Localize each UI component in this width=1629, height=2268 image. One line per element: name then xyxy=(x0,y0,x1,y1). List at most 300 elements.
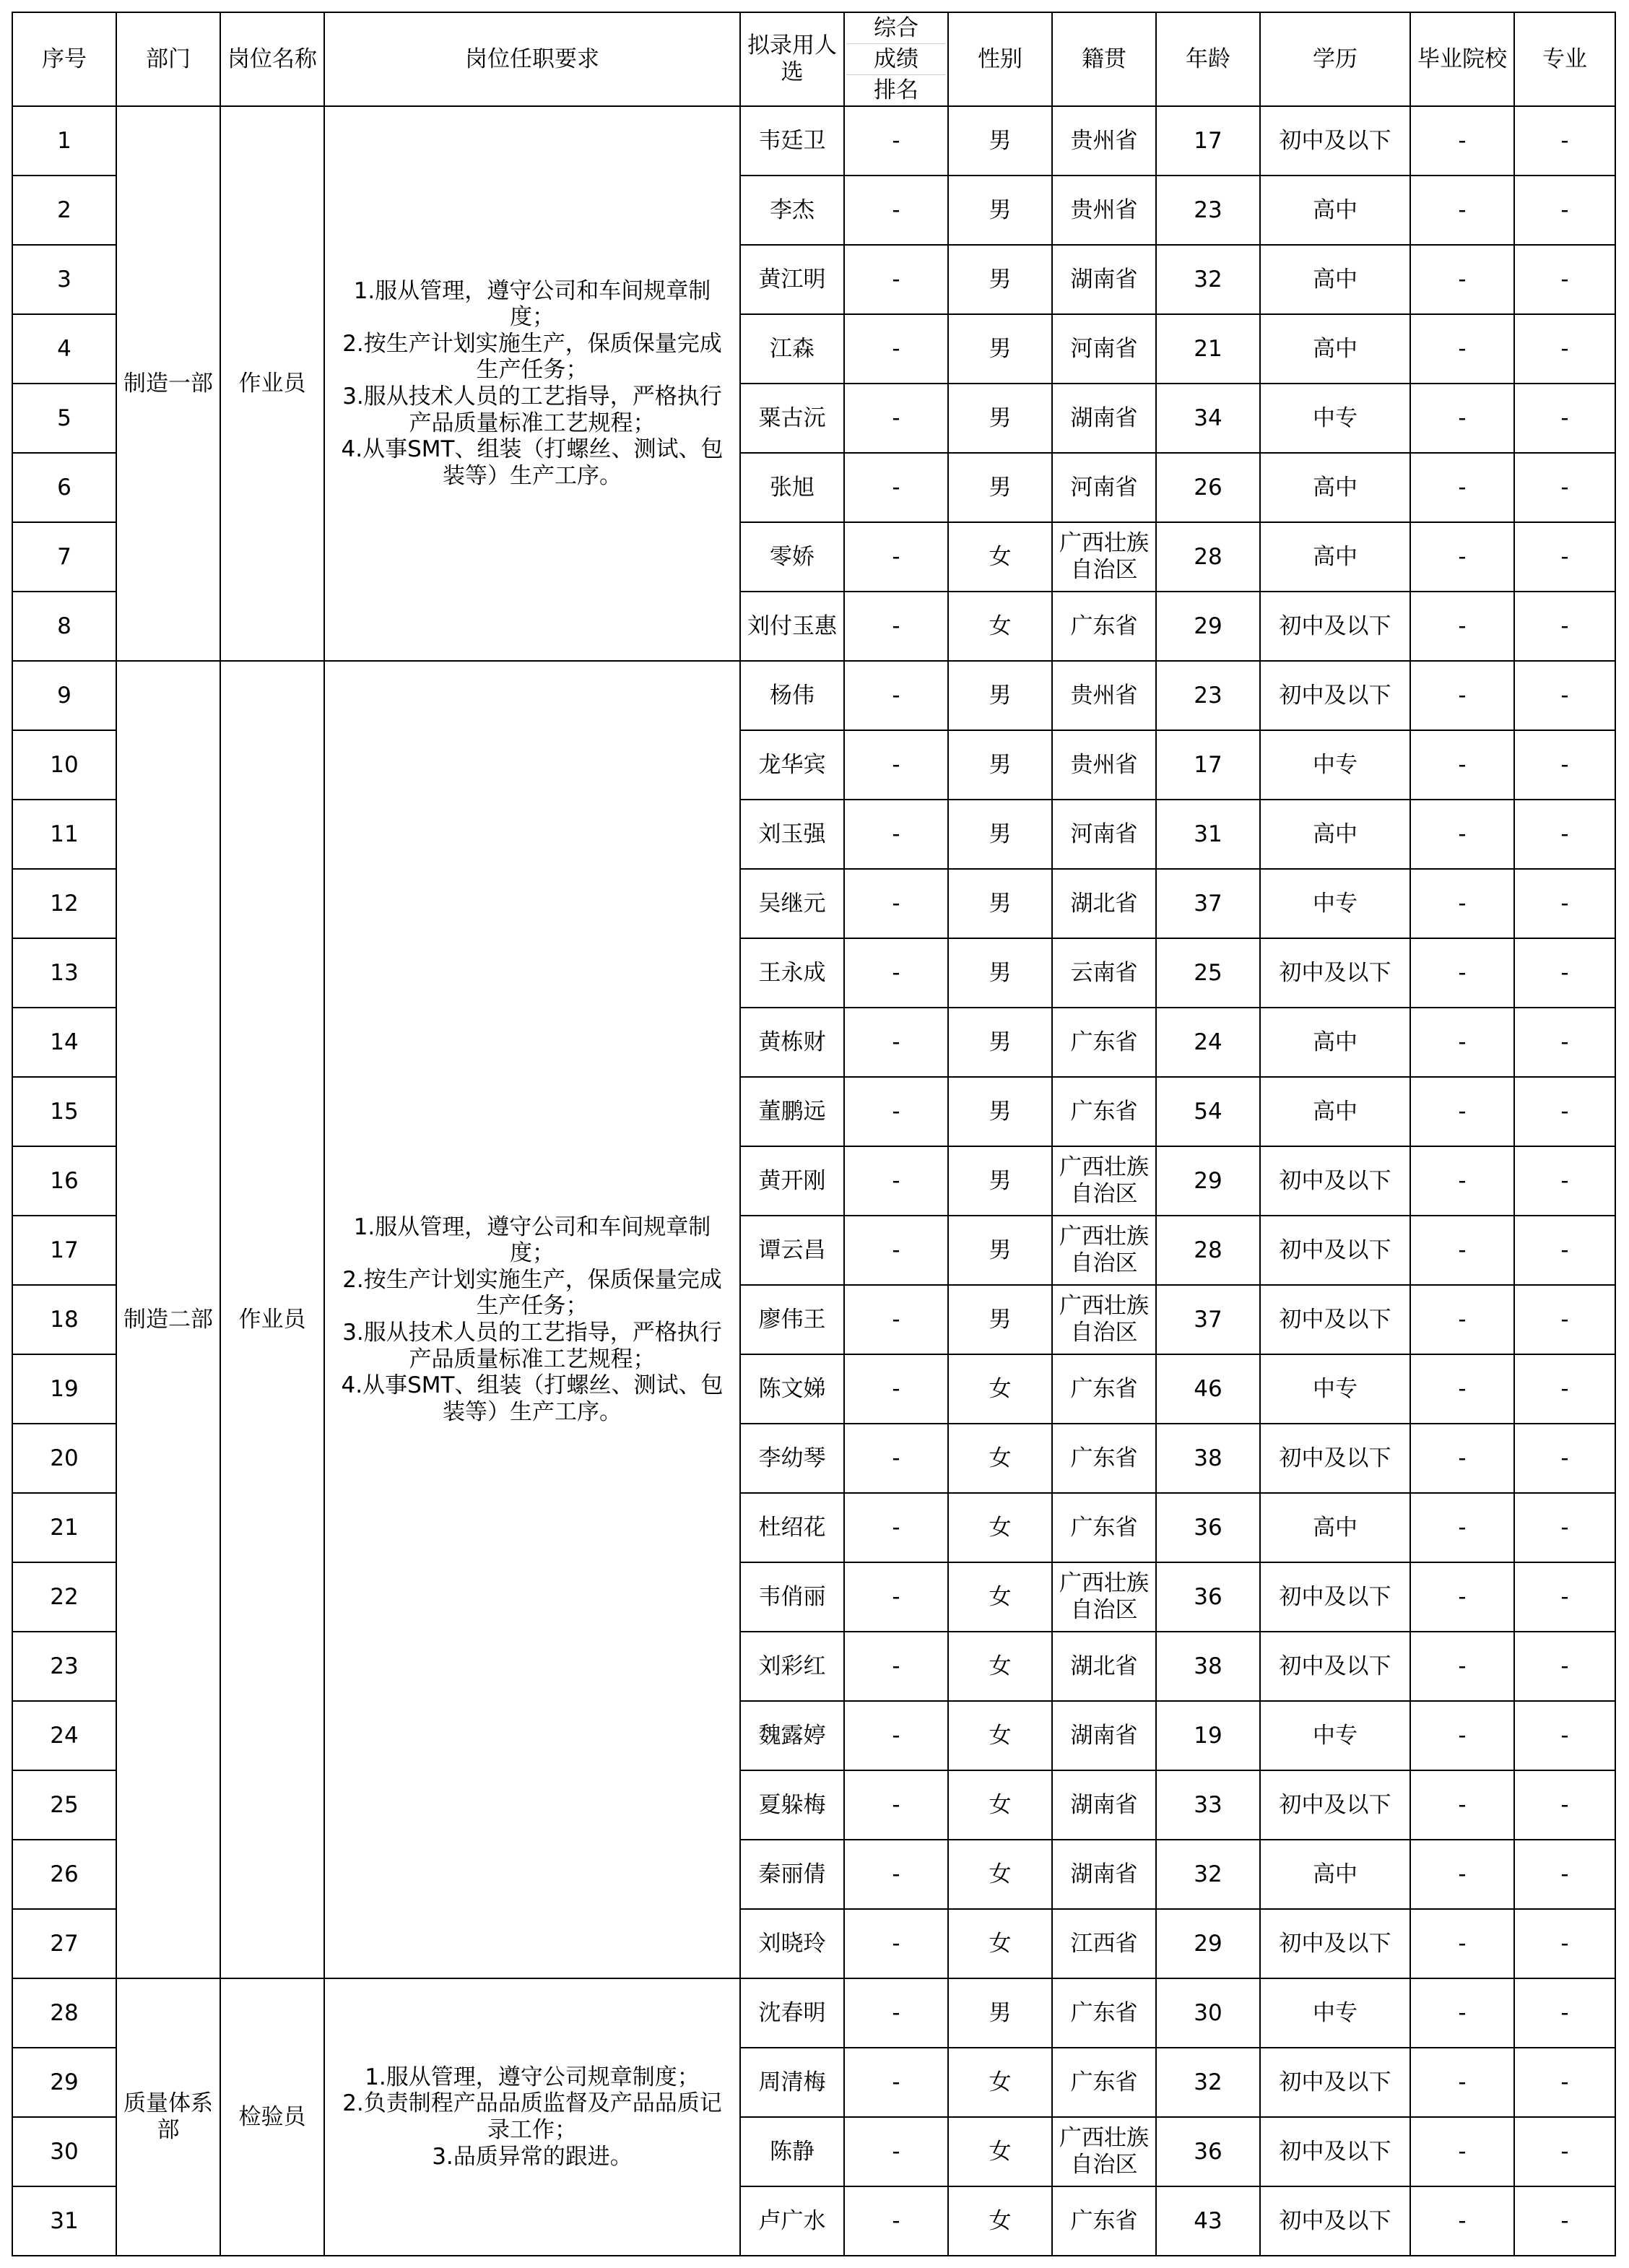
score-rank-cell: - xyxy=(844,1978,948,2048)
gender-cell: 女 xyxy=(948,1840,1052,1909)
gender-cell: 女 xyxy=(948,1701,1052,1770)
education-cell: 初中及以下 xyxy=(1260,1562,1410,1632)
origin-cell: 湖北省 xyxy=(1052,1632,1156,1701)
origin-cell: 广东省 xyxy=(1052,1493,1156,1562)
education-cell: 高中 xyxy=(1260,522,1410,592)
header-origin: 籍贯 xyxy=(1052,12,1156,106)
row-index: 18 xyxy=(12,1285,116,1354)
major-cell: - xyxy=(1514,2117,1615,2186)
candidate-name: 王永成 xyxy=(740,938,844,1008)
gender-cell: 女 xyxy=(948,1493,1052,1562)
requirements-cell xyxy=(324,661,740,1978)
school-cell: - xyxy=(1410,1978,1514,2048)
row-index: 6 xyxy=(12,453,116,522)
row-index: 3 xyxy=(12,245,116,314)
score-rank-cell: - xyxy=(844,2048,948,2117)
gender-cell: 男 xyxy=(948,869,1052,938)
major-cell: - xyxy=(1514,106,1615,176)
candidate-name: 韦廷卫 xyxy=(740,106,844,176)
major-cell: - xyxy=(1514,592,1615,661)
age-cell: 37 xyxy=(1156,1285,1260,1354)
row-index: 22 xyxy=(12,1562,116,1632)
row-index: 10 xyxy=(12,730,116,800)
major-cell: - xyxy=(1514,176,1615,245)
candidate-name: 李杰 xyxy=(740,176,844,245)
candidate-name: 周清梅 xyxy=(740,2048,844,2117)
education-cell: 高中 xyxy=(1260,800,1410,869)
school-cell: - xyxy=(1410,1770,1514,1840)
age-cell: 23 xyxy=(1156,176,1260,245)
requirement-line: 4.从事SMT、组装（打螺丝、测试、包 xyxy=(341,436,724,463)
header-row xyxy=(12,12,1615,106)
school-cell: - xyxy=(1410,1493,1514,1562)
major-cell: - xyxy=(1514,522,1615,592)
school-cell: - xyxy=(1410,384,1514,453)
candidate-name: 廖伟王 xyxy=(740,1285,844,1354)
candidate-name: 杜绍花 xyxy=(740,1493,844,1562)
score-rank-cell: - xyxy=(844,1146,948,1216)
school-cell: - xyxy=(1410,1701,1514,1770)
education-cell: 中专 xyxy=(1260,869,1410,938)
school-cell: - xyxy=(1410,2186,1514,2256)
requirement-line: 度； xyxy=(510,1240,555,1267)
candidate-name: 江森 xyxy=(740,314,844,384)
candidate-name: 粟古沅 xyxy=(740,384,844,453)
score-rank-cell: - xyxy=(844,453,948,522)
score-rank-cell: - xyxy=(844,1493,948,1562)
major-cell: - xyxy=(1514,938,1615,1008)
row-index: 2 xyxy=(12,176,116,245)
score-rank-cell: - xyxy=(844,1770,948,1840)
row-index: 24 xyxy=(12,1701,116,1770)
requirement-line: 生产任务； xyxy=(476,1293,588,1320)
table-row xyxy=(12,661,1615,730)
age-cell: 32 xyxy=(1156,2048,1260,2117)
school-cell: - xyxy=(1410,1840,1514,1909)
major-cell: - xyxy=(1514,1701,1615,1770)
education-cell: 高中 xyxy=(1260,1840,1410,1909)
requirement-line: 装等）生产工序。 xyxy=(443,1398,622,1425)
education-cell: 高中 xyxy=(1260,453,1410,522)
school-cell: - xyxy=(1410,1909,1514,1978)
major-cell: - xyxy=(1514,1632,1615,1701)
school-cell: - xyxy=(1410,592,1514,661)
row-index: 5 xyxy=(12,384,116,453)
row-index: 12 xyxy=(12,869,116,938)
score-rank-cell: - xyxy=(844,1562,948,1632)
row-index: 9 xyxy=(12,661,116,730)
school-cell: - xyxy=(1410,800,1514,869)
candidate-name: 陈静 xyxy=(740,2117,844,2186)
row-index: 31 xyxy=(12,2186,116,2256)
age-cell: 36 xyxy=(1156,2117,1260,2186)
origin-cell: 湖北省 xyxy=(1052,869,1156,938)
table-row xyxy=(12,106,1615,176)
row-index: 25 xyxy=(12,1770,116,1840)
candidate-name: 杨伟 xyxy=(740,661,844,730)
origin-cell xyxy=(1052,522,1156,592)
school-cell: - xyxy=(1410,1424,1514,1493)
age-cell: 32 xyxy=(1156,245,1260,314)
roster-body xyxy=(12,106,1615,2256)
candidate-name: 零娇 xyxy=(740,522,844,592)
origin-line: 广西壮族 xyxy=(1059,1154,1149,1181)
education-cell: 中专 xyxy=(1260,384,1410,453)
gender-cell: 男 xyxy=(948,176,1052,245)
row-index: 15 xyxy=(12,1077,116,1146)
score-rank-cell: - xyxy=(844,1216,948,1285)
school-cell: - xyxy=(1410,869,1514,938)
school-cell: - xyxy=(1410,1354,1514,1424)
requirement-line: 生产任务； xyxy=(476,357,588,384)
score-rank-cell: - xyxy=(844,1354,948,1424)
gender-cell: 女 xyxy=(948,522,1052,592)
requirement-line: 2.按生产计划实施生产，保质保量完成 xyxy=(342,330,722,357)
header-education: 学历 xyxy=(1260,12,1410,106)
age-cell: 21 xyxy=(1156,314,1260,384)
school-cell: - xyxy=(1410,1632,1514,1701)
education-cell: 初中及以下 xyxy=(1260,661,1410,730)
origin-cell: 广东省 xyxy=(1052,592,1156,661)
major-cell: - xyxy=(1514,2186,1615,2256)
candidate-name: 刘付玉惠 xyxy=(740,592,844,661)
row-index: 4 xyxy=(12,314,116,384)
major-cell: - xyxy=(1514,1840,1615,1909)
department-cell: 制造二部 xyxy=(116,661,220,1978)
candidate-name: 黄江明 xyxy=(740,245,844,314)
major-cell: - xyxy=(1514,1354,1615,1424)
origin-line: 自治区 xyxy=(1070,1597,1138,1623)
origin-cell: 贵州省 xyxy=(1052,730,1156,800)
gender-cell: 男 xyxy=(948,384,1052,453)
header-requirements: 岗位任职要求 xyxy=(324,12,740,106)
candidate-name: 李幼琴 xyxy=(740,1424,844,1493)
major-cell: - xyxy=(1514,1770,1615,1840)
education-cell: 高中 xyxy=(1260,1493,1410,1562)
candidate-name: 陈文娣 xyxy=(740,1354,844,1424)
requirement-line: 3.服从技术人员的工艺指导，严格执行 xyxy=(342,1320,722,1346)
row-index: 29 xyxy=(12,2048,116,2117)
score-rank-cell: - xyxy=(844,106,948,176)
hiring-roster-table xyxy=(12,12,1616,2256)
age-cell: 36 xyxy=(1156,1493,1260,1562)
education-cell: 初中及以下 xyxy=(1260,2048,1410,2117)
age-cell: 29 xyxy=(1156,1909,1260,1978)
school-cell: - xyxy=(1410,1077,1514,1146)
score-rank-cell: - xyxy=(844,1840,948,1909)
row-index: 23 xyxy=(12,1632,116,1701)
education-cell: 初中及以下 xyxy=(1260,2186,1410,2256)
header-score-rank-line: 排名 xyxy=(874,77,918,103)
requirement-line: 装等）生产工序。 xyxy=(443,462,622,489)
table-row xyxy=(12,1978,1615,2048)
gender-cell: 女 xyxy=(948,1424,1052,1493)
row-index: 19 xyxy=(12,1354,116,1424)
major-cell: - xyxy=(1514,1424,1615,1493)
score-rank-cell: - xyxy=(844,1632,948,1701)
gender-cell: 女 xyxy=(948,1770,1052,1840)
score-rank-cell: - xyxy=(844,869,948,938)
origin-line: 广西壮族 xyxy=(1059,2125,1149,2152)
row-index: 30 xyxy=(12,2117,116,2186)
origin-line: 自治区 xyxy=(1070,1250,1138,1276)
row-index: 7 xyxy=(12,522,116,592)
origin-cell xyxy=(1052,1562,1156,1632)
age-cell: 24 xyxy=(1156,1008,1260,1077)
candidate-name: 董鹏远 xyxy=(740,1077,844,1146)
score-rank-cell: - xyxy=(844,661,948,730)
gender-cell: 男 xyxy=(948,1008,1052,1077)
header-gender: 性别 xyxy=(948,12,1052,106)
education-cell: 初中及以下 xyxy=(1260,592,1410,661)
candidate-name: 卢广水 xyxy=(740,2186,844,2256)
age-cell: 54 xyxy=(1156,1077,1260,1146)
row-index: 20 xyxy=(12,1424,116,1493)
major-cell: - xyxy=(1514,2048,1615,2117)
candidate-name: 龙华宾 xyxy=(740,730,844,800)
major-cell: - xyxy=(1514,384,1615,453)
major-cell: - xyxy=(1514,1008,1615,1077)
candidate-name: 黄栋财 xyxy=(740,1008,844,1077)
age-cell: 25 xyxy=(1156,938,1260,1008)
age-cell: 46 xyxy=(1156,1354,1260,1424)
candidate-name: 魏露婷 xyxy=(740,1701,844,1770)
row-index: 8 xyxy=(12,592,116,661)
requirement-line: 1.服从管理，遵守公司规章制度； xyxy=(365,2064,700,2090)
origin-line: 广西壮族 xyxy=(1059,1570,1149,1597)
school-cell: - xyxy=(1410,453,1514,522)
school-cell: - xyxy=(1410,2117,1514,2186)
candidate-name: 吴继元 xyxy=(740,869,844,938)
row-index: 13 xyxy=(12,938,116,1008)
candidate-name: 黄开刚 xyxy=(740,1146,844,1216)
candidate-name: 沈春明 xyxy=(740,1978,844,2048)
origin-cell: 广东省 xyxy=(1052,1424,1156,1493)
origin-cell: 贵州省 xyxy=(1052,176,1156,245)
gender-cell: 男 xyxy=(948,730,1052,800)
major-cell: - xyxy=(1514,1077,1615,1146)
school-cell: - xyxy=(1410,106,1514,176)
major-cell: - xyxy=(1514,661,1615,730)
header-department: 部门 xyxy=(116,12,220,106)
origin-cell xyxy=(1052,1146,1156,1216)
age-cell: 31 xyxy=(1156,800,1260,869)
school-cell: - xyxy=(1410,1216,1514,1285)
origin-line: 广西壮族 xyxy=(1059,1293,1149,1320)
row-index: 26 xyxy=(12,1840,116,1909)
origin-cell xyxy=(1052,1216,1156,1285)
origin-cell: 广东省 xyxy=(1052,2186,1156,2256)
row-index: 11 xyxy=(12,800,116,869)
age-cell: 37 xyxy=(1156,869,1260,938)
score-rank-cell: - xyxy=(844,592,948,661)
requirement-line: 2.负责制程产品品质监督及产品品质记 xyxy=(342,2090,722,2117)
requirement-line: 录工作； xyxy=(487,2117,577,2143)
major-cell: - xyxy=(1514,1562,1615,1632)
gender-cell: 女 xyxy=(948,2117,1052,2186)
candidate-name: 刘彩红 xyxy=(740,1632,844,1701)
origin-cell: 广东省 xyxy=(1052,1978,1156,2048)
candidate-name: 张旭 xyxy=(740,453,844,522)
education-cell: 高中 xyxy=(1260,1008,1410,1077)
origin-cell: 湖南省 xyxy=(1052,245,1156,314)
header-position: 岗位名称 xyxy=(220,12,324,106)
major-cell: - xyxy=(1514,730,1615,800)
school-cell: - xyxy=(1410,522,1514,592)
major-cell: - xyxy=(1514,869,1615,938)
position-cell: 检验员 xyxy=(220,1978,324,2256)
department-cell xyxy=(116,1978,220,2256)
gender-cell: 男 xyxy=(948,661,1052,730)
gender-cell: 男 xyxy=(948,1285,1052,1354)
header-candidate: 拟录用人选 xyxy=(740,12,844,106)
origin-cell: 广东省 xyxy=(1052,2048,1156,2117)
school-cell: - xyxy=(1410,1285,1514,1354)
school-cell: - xyxy=(1410,661,1514,730)
origin-cell: 湖南省 xyxy=(1052,1701,1156,1770)
row-index: 28 xyxy=(12,1978,116,2048)
education-cell: 初中及以下 xyxy=(1260,1146,1410,1216)
gender-cell: 男 xyxy=(948,800,1052,869)
school-cell: - xyxy=(1410,938,1514,1008)
school-cell: - xyxy=(1410,176,1514,245)
requirement-line: 1.服从管理，遵守公司和车间规章制 xyxy=(353,1213,711,1240)
education-cell: 初中及以下 xyxy=(1260,1909,1410,1978)
header-age: 年龄 xyxy=(1156,12,1260,106)
origin-line: 自治区 xyxy=(1070,2152,1138,2178)
row-index: 1 xyxy=(12,106,116,176)
age-cell: 17 xyxy=(1156,730,1260,800)
header-score-rank-line: 成绩 xyxy=(846,44,946,75)
department-line: 质量体系 xyxy=(123,2090,213,2117)
gender-cell: 女 xyxy=(948,1909,1052,1978)
gender-cell: 男 xyxy=(948,314,1052,384)
score-rank-cell: - xyxy=(844,1424,948,1493)
gender-cell: 男 xyxy=(948,1978,1052,2048)
age-cell: 33 xyxy=(1156,1770,1260,1840)
education-cell: 初中及以下 xyxy=(1260,938,1410,1008)
requirement-line: 2.按生产计划实施生产，保质保量完成 xyxy=(342,1266,722,1293)
education-cell: 中专 xyxy=(1260,1354,1410,1424)
education-cell: 初中及以下 xyxy=(1260,1424,1410,1493)
department-cell: 制造一部 xyxy=(116,106,220,661)
origin-cell: 湖南省 xyxy=(1052,1840,1156,1909)
school-cell: - xyxy=(1410,2048,1514,2117)
education-cell: 中专 xyxy=(1260,1978,1410,2048)
score-rank-cell: - xyxy=(844,938,948,1008)
requirements-cell xyxy=(324,106,740,661)
position-cell: 作业员 xyxy=(220,661,324,1978)
score-rank-cell: - xyxy=(844,1077,948,1146)
major-cell: - xyxy=(1514,314,1615,384)
requirement-line: 3.服从技术人员的工艺指导，严格执行 xyxy=(342,384,722,410)
requirement-line: 1.服从管理，遵守公司和车间规章制 xyxy=(353,277,711,304)
origin-cell: 广东省 xyxy=(1052,1077,1156,1146)
score-rank-cell: - xyxy=(844,314,948,384)
origin-cell xyxy=(1052,1285,1156,1354)
age-cell: 23 xyxy=(1156,661,1260,730)
origin-cell: 贵州省 xyxy=(1052,661,1156,730)
school-cell: - xyxy=(1410,730,1514,800)
candidate-name: 夏躲梅 xyxy=(740,1770,844,1840)
score-rank-cell: - xyxy=(844,384,948,453)
age-cell: 19 xyxy=(1156,1701,1260,1770)
gender-cell: 男 xyxy=(948,245,1052,314)
header-major: 专业 xyxy=(1514,12,1615,106)
major-cell: - xyxy=(1514,1146,1615,1216)
requirement-line: 度； xyxy=(510,304,555,331)
header-index: 序号 xyxy=(12,12,116,106)
education-cell: 高中 xyxy=(1260,245,1410,314)
education-cell: 初中及以下 xyxy=(1260,2117,1410,2186)
gender-cell: 女 xyxy=(948,2186,1052,2256)
origin-cell: 河南省 xyxy=(1052,800,1156,869)
origin-cell: 湖南省 xyxy=(1052,384,1156,453)
origin-line: 自治区 xyxy=(1070,1181,1138,1207)
requirement-line: 产品质量标准工艺规程； xyxy=(409,410,656,436)
candidate-name: 刘晓玲 xyxy=(740,1909,844,1978)
age-cell: 43 xyxy=(1156,2186,1260,2256)
origin-cell: 河南省 xyxy=(1052,453,1156,522)
row-index: 27 xyxy=(12,1909,116,1978)
major-cell: - xyxy=(1514,1978,1615,2048)
education-cell: 中专 xyxy=(1260,1701,1410,1770)
education-cell: 初中及以下 xyxy=(1260,1770,1410,1840)
requirement-line: 产品质量标准工艺规程； xyxy=(409,1346,656,1372)
education-cell: 高中 xyxy=(1260,176,1410,245)
score-rank-cell: - xyxy=(844,800,948,869)
major-cell: - xyxy=(1514,1285,1615,1354)
score-rank-cell: - xyxy=(844,1909,948,1978)
score-rank-cell: - xyxy=(844,176,948,245)
requirement-line: 3.品质异常的跟进。 xyxy=(432,2143,633,2170)
score-rank-cell: - xyxy=(844,730,948,800)
education-cell: 高中 xyxy=(1260,1077,1410,1146)
gender-cell: 女 xyxy=(948,1632,1052,1701)
department-line: 部 xyxy=(157,2117,180,2143)
age-cell: 28 xyxy=(1156,522,1260,592)
major-cell: - xyxy=(1514,1493,1615,1562)
origin-cell: 广东省 xyxy=(1052,1354,1156,1424)
score-rank-cell: - xyxy=(844,2117,948,2186)
row-index: 17 xyxy=(12,1216,116,1285)
origin-cell: 江西省 xyxy=(1052,1909,1156,1978)
school-cell: - xyxy=(1410,1146,1514,1216)
age-cell: 30 xyxy=(1156,1978,1260,2048)
gender-cell: 女 xyxy=(948,2048,1052,2117)
age-cell: 36 xyxy=(1156,1562,1260,1632)
origin-line: 自治区 xyxy=(1070,1320,1138,1346)
origin-cell: 河南省 xyxy=(1052,314,1156,384)
school-cell: - xyxy=(1410,245,1514,314)
score-rank-cell: - xyxy=(844,522,948,592)
origin-line: 自治区 xyxy=(1070,557,1138,583)
gender-cell: 男 xyxy=(948,1216,1052,1285)
education-cell: 初中及以下 xyxy=(1260,106,1410,176)
score-rank-cell: - xyxy=(844,245,948,314)
education-cell: 初中及以下 xyxy=(1260,1632,1410,1701)
major-cell: - xyxy=(1514,245,1615,314)
education-cell: 中专 xyxy=(1260,730,1410,800)
score-rank-cell: - xyxy=(844,2186,948,2256)
origin-cell: 贵州省 xyxy=(1052,106,1156,176)
requirements-cell xyxy=(324,1978,740,2256)
origin-cell: 湖南省 xyxy=(1052,1770,1156,1840)
age-cell: 38 xyxy=(1156,1632,1260,1701)
origin-cell xyxy=(1052,2117,1156,2186)
age-cell: 29 xyxy=(1156,1146,1260,1216)
age-cell: 32 xyxy=(1156,1840,1260,1909)
